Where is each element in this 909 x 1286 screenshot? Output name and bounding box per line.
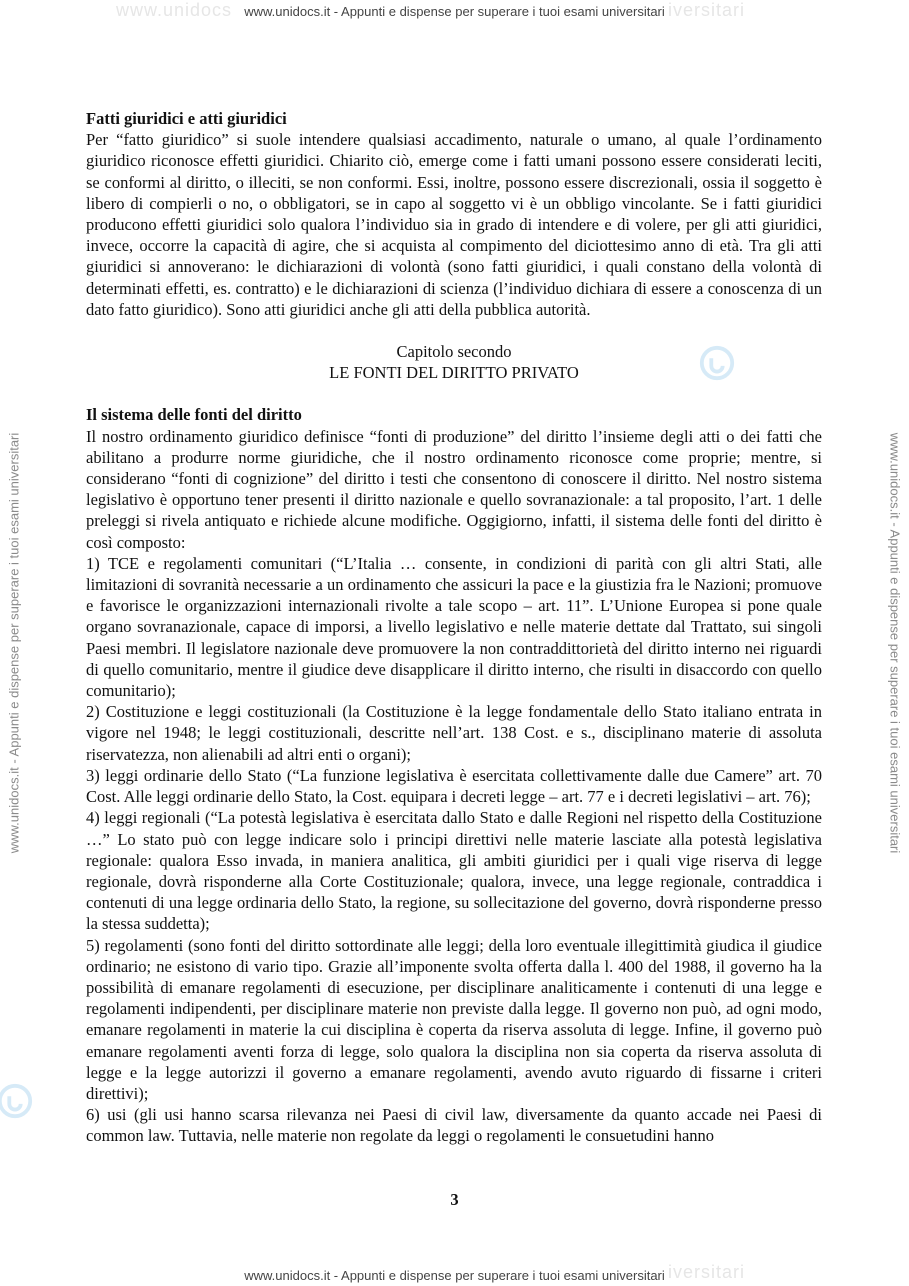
section-heading-sistema-fonti: Il sistema delle fonti del diritto <box>86 405 302 425</box>
watermark-ghost-top-right: iversitari <box>668 0 746 20</box>
watermark-left: www.unidocs.it - Appunti e dispense per superare i tuoi esami universitari <box>6 432 22 854</box>
unidocs-logo-icon <box>0 1082 34 1120</box>
list-item: 1) TCE e regolamenti comunitari (“L’Italia … consente, in condizioni di parità con gli altri Stati, alle limitazioni di sovranità necessarie a un ordinamento che assicuri la pace e la giustizia fra le Nazioni; promuove e favorisce le organizzazioni internazionali rivolte a tale scopo – art. 11”. L’Unione Europea si pone quale organo sovranazionale, capace di imporsi, a livello legislativo e nelle materie dettate dal Trattato, sui singoli Paesi membri. Il legislatore nazionale deve promuovere la non contraddittorietà del diritto interno nei riguardi di quello comunitario, mentre il giudice deve disapplicare il diritto interno, che risulti in disaccordo con quello comunitario); <box>86 553 822 701</box>
chapter-label: Capitolo secondo <box>396 342 512 362</box>
section-heading-fatti-giuridici: Fatti giuridici e atti giuridici <box>86 109 287 128</box>
list-item: 6) usi (gli usi hanno scarsa rilevanza nei Paesi di civil law, diversamente da quanto accade nei Paesi di common law. Tuttavia, nelle materie non regolate da leggi o regolamenti le consuetudini hanno <box>86 1105 822 1146</box>
watermark-bottom: www.unidocs.it - Appunti e dispense per superare i tuoi esami universitari <box>244 1268 665 1283</box>
spacer <box>86 383 822 404</box>
list-item: 3) leggi ordinarie dello Stato (“La funzione legislativa è esercitata collettivamente dalle due Camere” art. 70 Cost. Alle leggi ordinarie dello Stato, la Cost. equipara i decreti legge – art. 77 e i decreti legislativi – art. 76); <box>86 765 822 807</box>
section-paragraph-fatti-giuridici: Per “fatto giuridico” si suole intendere qualsiasi accadimento, naturale o umano, al quale l’ordinamento giuridico riconosce effetti giuridici. Chiarito ciò, emerge come i fatti umani possono essere considerati leciti, se conformi al diritto, o illeciti, se non conformi. Essi, inoltre, possono essere discrezionali, ossia il soggetto è libero di compierli o no, o obbligatori, se in capo al soggetto vi è un obbligo vincolante. Se i fatti giuridici producono effetti giuridici solo qualora l’individuo sia in grado di intendere e di volere, per gli atti giuridici, invece, occorre la capacità di agire, che si acquista al compimento del diciottesimo anno di età. Tra gli atti giuridici si annoverano: le dichiarazioni di volontà (sono fatti giuridici, i quali constano della volontà di determinati effetti, es. contratto) e le dichiarazioni di scienza (l’individuo dichiara di essere a conoscenza di un dato fatto giuridico). Sono atti giuridici anche gli atti della pubblica autorità. <box>86 130 822 319</box>
list-item: 2) Costituzione e leggi costituzionali (la Costituzione è la legge fondamentale dello Stato italiano entrata in vigore nel 1948; le leggi costituzionali, descritte nell’art. 138 Cost. e s., disciplinano materie di assoluta riservatezza, non alienabili ad altri enti o organi); <box>86 702 822 764</box>
section-paragraph-intro: Il nostro ordinamento giuridico definisce “fonti di produzione” del diritto l’insieme degli atti o dei fatti che abilitano a produrre norme giuridiche, che il nostro ordinamento riconosce come proprie; mentre, si considerano “fonti di cognizione” del diritto i testi che consentono di conoscere il diritto. Nel nostro sistema legislativo è opportuno tener presenti il diritto nazionale e quello sovranazionale: a tal proposito, l’art. 1 delle preleggi si rivela antiquato e richiede alcune modifiche. Oggigiorno, infatti, il sistema delle fonti del diritto è così composto: <box>86 426 822 552</box>
page-number: 3 <box>450 1190 459 1209</box>
chapter-title: LE FONTI DEL DIRITTO PRIVATO <box>329 363 579 383</box>
spacer <box>86 320 822 341</box>
watermark-right: www.unidocs.it - Appunti e dispense per superare i tuoi esami universitari <box>887 432 903 854</box>
watermark-top: www.unidocs.it - Appunti e dispense per superare i tuoi esami universitari <box>244 4 665 19</box>
list-item: 5) regolamenti (sono fonti del diritto sottordinate alle leggi; della loro eventuale illegittimità giudica il giudice ordinario; ne esistono di vario tipo. Grazie all’imponente svolta offerta dalla l. 400 del 1988, il governo ha la possibilità di emanare regolamenti di esecuzione, per disciplinare analiticamente i contenuti di una legge e regolamenti indipendenti, per disciplinare materie non previste dalla legge. Il governo non può, ad ogni modo, emanare regolamenti in materie la cui disciplina è coperta da riserva assoluta di legge. Infine, il governo può emanare regolamenti aventi forza di legge, solo qualora la disciplina non sia coperta da riserva assoluta di legge e la legge autorizzi il governo a emanare regolamenti, avendo avuto riguardo di fissarne i criteri direttivi); <box>86 935 822 1103</box>
list-item: 4) leggi regionali (“La potestà legislativa è esercitata dallo Stato e dalle Regioni nel rispetto della Costituzione …” Lo stato può con legge indicare solo i principi direttivi nelle materie lasciate alla potestà legislativa regionale: qualora Esso invada, in maniera analitica, gli ambiti giuridici per i quali vige riserva di legge regionale, dovrà risponderne alla Corte Costituzionale; qualora, invece, una legge regionale, contraddica i contenuti di una legge ordinaria dello Stato, la regione, su sollecitazione del governo, dovrà risponderne presso la stessa suddetta); <box>86 808 822 934</box>
watermark-ghost-top-left: www.unidocs <box>116 0 233 20</box>
watermark-ghost-bottom-right: iversitari <box>668 1262 746 1282</box>
page-content <box>86 108 822 1147</box>
